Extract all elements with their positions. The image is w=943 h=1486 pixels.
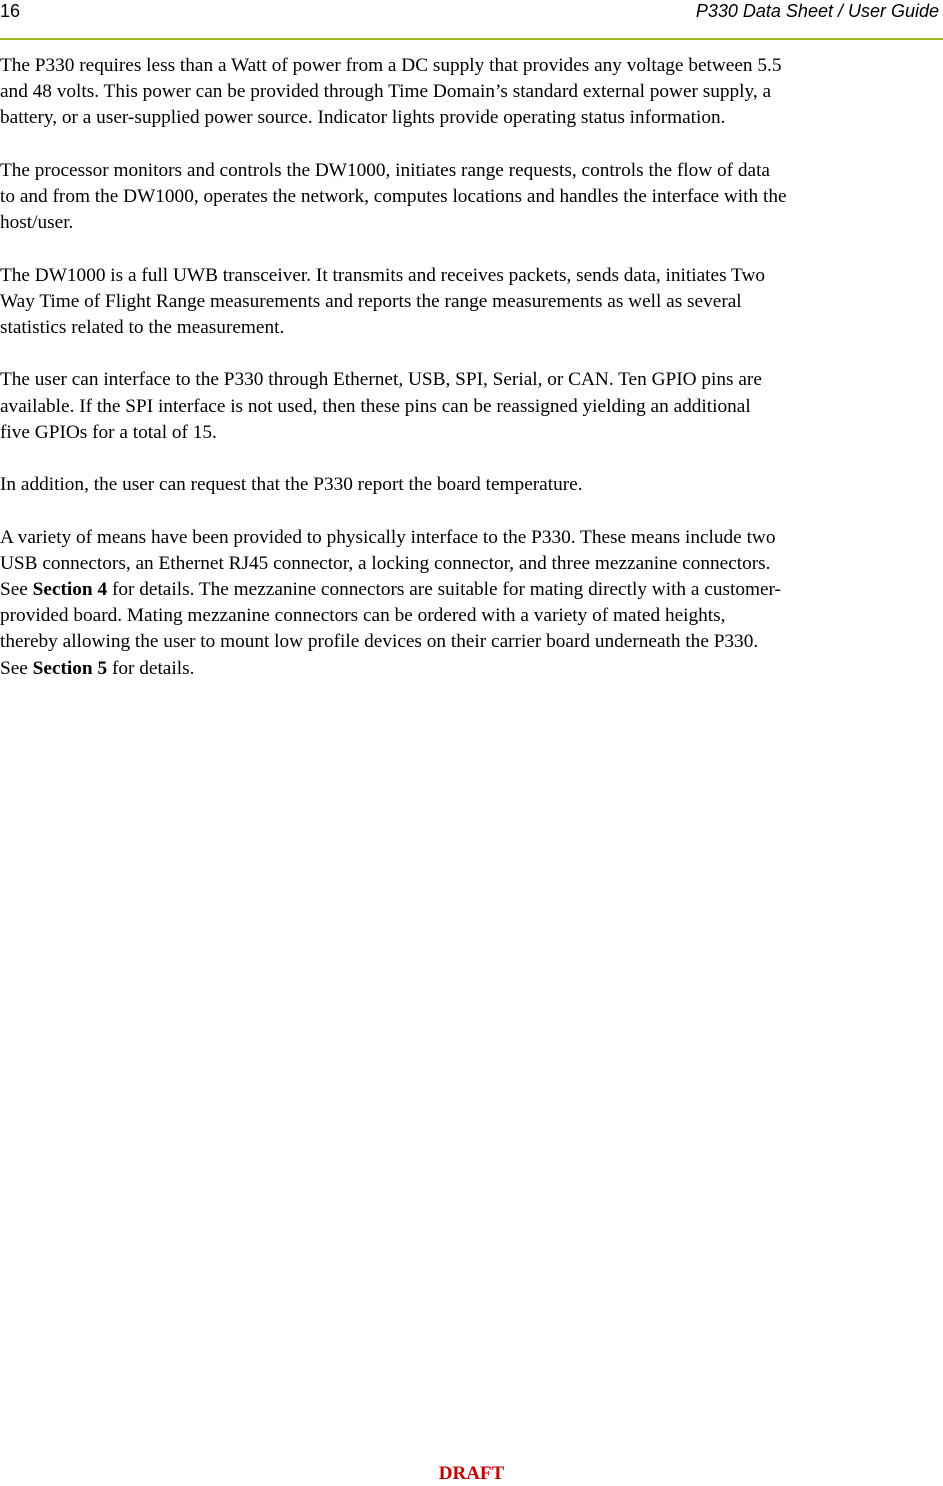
document-title: P330 Data Sheet / User Guide xyxy=(695,1,939,21)
section-4-reference: Section 4 xyxy=(32,578,108,600)
paragraph-connectors xyxy=(0,525,943,682)
section-5-reference: Section 5 xyxy=(32,657,108,679)
paragraph-interfaces: The user can interface to the P330 through Ethernet, USB, SPI, Serial, or CAN. Ten GPIO pins are available. If the SPI interface is not used, then these pins can be reassigned yielding an additional five GPIOs for a total of 15. xyxy=(0,369,762,443)
connectors-text-part3: for details. xyxy=(107,657,195,679)
connectors-text-part2: for details. The mezzanine connectors are suitable for mating directly with a customer- provided board. Mating mezzanine connectors can be ordered with a variety of mated heights, thereby allowing the user to mount low profile devices on their carrier board underneath the P330. See xyxy=(0,578,781,679)
paragraph-power: The P330 requires less than a Watt of power from a DC supply that provides any voltage between 5.5 and 48 volts. This power can be provided through Time Domain’s standard external power supply, a battery, or a user-supplied power source. Indicator lights provide operating status information. xyxy=(0,55,782,129)
draft-label: DRAFT xyxy=(438,1463,505,1484)
page-number: 16 xyxy=(0,1,21,21)
paragraph-temperature: In addition, the user can request that the P330 report the board temperature. xyxy=(0,474,583,496)
paragraph-processor: The processor monitors and controls the DW1000, initiates range requests, controls the flow of data to and from the DW1000, operates the network, computes locations and handles the interface with the host/user. xyxy=(0,159,787,234)
connectors-text-part1: A variety of means have been provided to physically interface to the P330. These means include two USB connectors, an Ethernet RJ45 connector, a locking connector, and three mezzanine connectors. See xyxy=(0,526,776,600)
body-text xyxy=(0,53,943,708)
page-header xyxy=(0,0,943,40)
paragraph-dw1000: The DW1000 is a full UWB transceiver. It transmits and receives packets, sends data, initiates Two Way Time of Flight Range measurements and reports the range measurements as well as several statistics related to the measurement. xyxy=(0,264,766,338)
